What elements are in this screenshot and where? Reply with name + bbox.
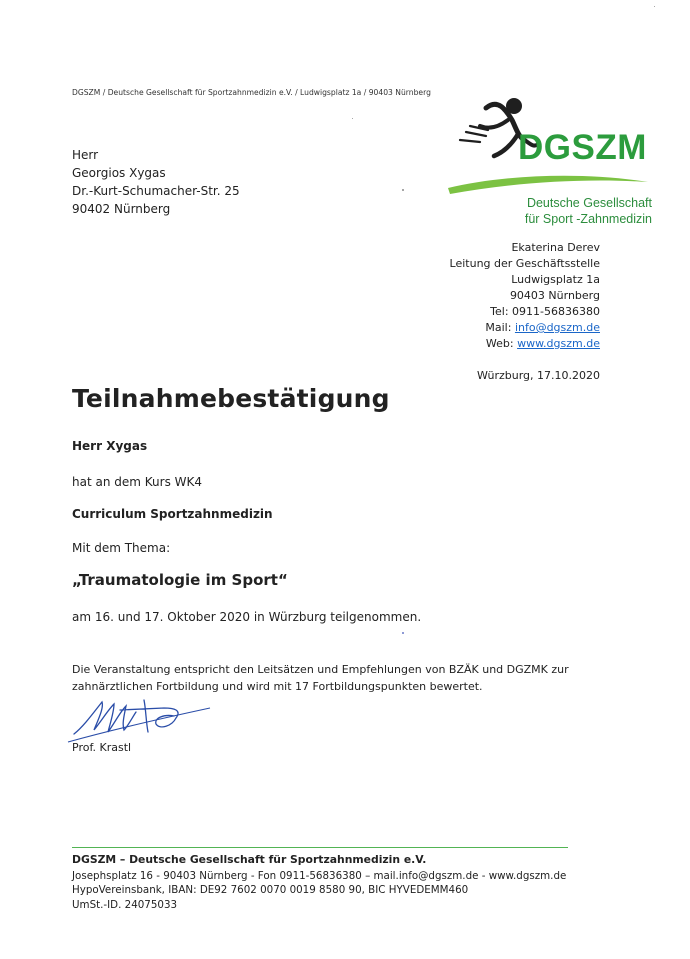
- topic-intro: Mit dem Thema:: [72, 541, 171, 555]
- logo-subtitle-line1: Deutsche Gesellschaft: [526, 196, 652, 210]
- course-line: hat an dem Kurs WK4: [72, 475, 203, 489]
- scan-speck: [402, 189, 404, 191]
- course-topic: „Traumatologie im Sport“: [72, 571, 288, 589]
- attendance-date-line: am 16. und 17. Oktober 2020 in Würzburg teilgenommen.: [72, 610, 422, 624]
- contact-mail-label: Mail:: [485, 321, 515, 334]
- recipient-salutation: Herr: [72, 148, 99, 162]
- recipient-street: Dr.-Kurt-Schumacher-Str. 25: [72, 184, 240, 198]
- letter-date: Würzburg, 17.10.2020: [477, 369, 600, 382]
- footer-bank: HypoVereinsbank, IBAN: DE92 7602 0070 0019 8580 90, BIC HYVEDEMM460: [72, 884, 469, 896]
- contact-role: Leitung der Geschäftsstelle: [449, 257, 600, 270]
- recipient-name: Georgios Xygas: [72, 166, 166, 180]
- footer-org: DGSZM – Deutsche Gesellschaft für Sportzahnmedizin e.V.: [72, 853, 427, 866]
- logo-subtitle: [480, 195, 652, 227]
- logo-subtitle-line2: für Sport -Zahnmedizin: [524, 212, 652, 226]
- contact-city: 90403 Nürnberg: [509, 289, 600, 302]
- logo-wordmark: DGSZM: [518, 128, 647, 167]
- contact-mail-row: [430, 320, 600, 336]
- accreditation-paragraph: Die Veranstaltung entspricht den Leitsätzen und Empfehlungen von BZÄK und DGZMK zur zahnärztlichen Fortbildung und wird mit 17 Fortbildungspunkten bewertet.: [72, 663, 569, 693]
- handwritten-signature-icon: [64, 690, 214, 745]
- contact-web-label: Web:: [485, 337, 518, 350]
- contact-web-row: [430, 336, 600, 352]
- curriculum-name: Curriculum Sportzahnmedizin: [72, 507, 273, 521]
- recipient-city: 90402 Nürnberg: [72, 202, 171, 216]
- contact-web-link[interactable]: www.dgszm.de: [517, 337, 600, 350]
- sender-return-address: DGSZM / Deutsche Gesellschaft für Sportzahnmedizin e.V. / Ludwigsplatz 1a / 90403 Nürnberg: [72, 88, 431, 97]
- footer-divider: [72, 847, 568, 848]
- footer-tax: UmSt.-ID. 24075033: [72, 898, 178, 911]
- contact-name: Ekaterina Derev: [511, 241, 600, 254]
- scan-speck: [654, 6, 655, 7]
- footer: [72, 853, 566, 912]
- contact-mail-link[interactable]: info@dgszm.de: [514, 321, 600, 334]
- document-title: Teilnahmebestätigung: [72, 384, 390, 413]
- footer-address: Josephsplatz 16 - 90403 Nürnberg - Fon 0911-56836380 – mail.info@dgszm.de - www.dgszm.de: [72, 869, 567, 882]
- contact-street: Ludwigsplatz 1a: [511, 273, 600, 286]
- contact-block: [430, 240, 600, 352]
- scan-speck: [402, 632, 404, 634]
- contact-tel: Tel: 0911-56836380: [490, 305, 600, 318]
- signer-name: Prof. Krastl: [72, 741, 132, 754]
- recipient-address: [72, 146, 240, 218]
- scan-speck: [352, 118, 353, 119]
- participant-name: Herr Xygas: [72, 439, 148, 453]
